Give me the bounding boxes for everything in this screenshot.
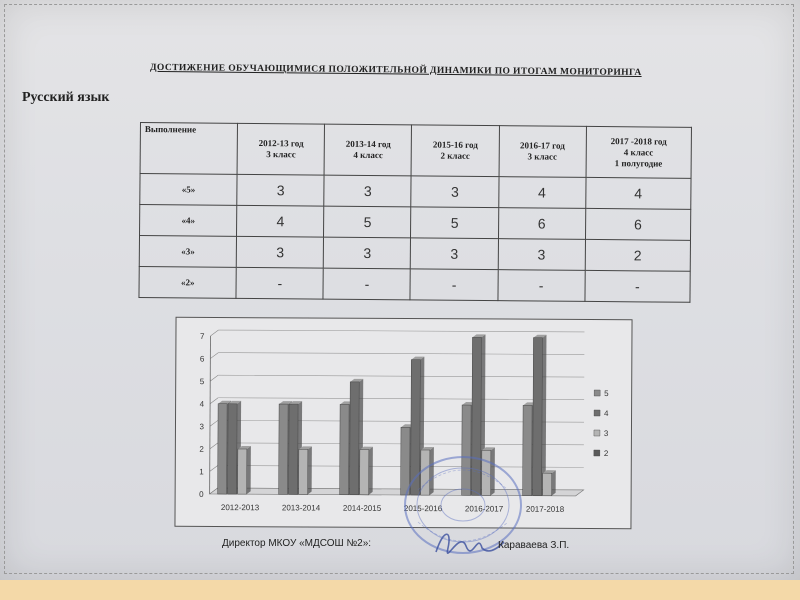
bar xyxy=(472,337,482,495)
legend-label: 3 xyxy=(603,429,609,439)
table-cell: 4 xyxy=(498,177,585,209)
x-tick-label: 2014-2015 xyxy=(342,503,382,513)
gridline xyxy=(210,353,218,359)
x-tick-label: 2016-2017 xyxy=(464,504,504,514)
bar xyxy=(350,382,360,495)
y-tick-label: 0 xyxy=(199,489,204,499)
gridline xyxy=(210,330,218,336)
y-tick-label: 6 xyxy=(199,354,205,364)
table-header-cell: Выполнение xyxy=(140,123,238,175)
gridline xyxy=(218,353,584,355)
table-header-cell: 2013-14 год 4 класс xyxy=(324,124,412,176)
bar xyxy=(299,449,308,494)
legend-swatch xyxy=(594,390,600,396)
gridline xyxy=(218,398,584,400)
bar xyxy=(238,449,247,494)
document-heading: ДОСТИЖЕНИЕ ОБУЧАЮЩИМИСЯ ПОЛОЖИТЕЛЬНОЙ ДИНАМИКИ ПО ИТОГАМ МОНИТОРИНГА xyxy=(149,62,642,79)
bar xyxy=(289,404,298,494)
bar-side xyxy=(552,470,556,496)
table-cell: 3 xyxy=(237,236,324,268)
table-cell: 3 xyxy=(324,237,411,269)
gridline xyxy=(218,330,584,332)
table-row xyxy=(139,236,690,272)
bar xyxy=(279,404,288,494)
y-tick-label: 2 xyxy=(199,444,204,454)
table-cell: - xyxy=(236,267,323,299)
signature-label: Директор МКОУ «МДСОШ №2»: xyxy=(222,538,372,549)
gridline xyxy=(210,420,218,426)
table-cell: - xyxy=(498,270,585,302)
bar xyxy=(462,405,471,495)
bar xyxy=(228,404,237,494)
x-tick-label: 2017-2018 xyxy=(525,504,565,514)
table-row xyxy=(140,205,691,241)
table-cell: - xyxy=(410,269,497,301)
table-cell: 3 xyxy=(324,175,411,207)
bar xyxy=(543,473,552,496)
table-cell: 2 xyxy=(585,239,691,271)
y-tick-label: 1 xyxy=(199,467,204,477)
table-cell: 3 xyxy=(411,176,498,208)
table-cell: 6 xyxy=(585,208,691,240)
bar-side xyxy=(369,447,373,495)
bar-chart xyxy=(175,318,631,528)
table-cell: 6 xyxy=(498,208,585,240)
bar-side xyxy=(247,446,251,494)
legend-swatch xyxy=(594,410,600,416)
legend-label: 2 xyxy=(603,449,609,459)
table-row xyxy=(140,174,691,210)
table-cell: 3 xyxy=(498,239,585,271)
x-tick-label: 2012-2013 xyxy=(220,503,260,513)
table-row xyxy=(139,266,690,302)
bar-side xyxy=(491,447,495,495)
row-label: «4» xyxy=(140,205,238,237)
signature-name: Караваева З.П. xyxy=(498,540,570,551)
table-cell: - xyxy=(323,268,410,300)
bar-side xyxy=(308,446,312,494)
x-tick-label: 2015-2016 xyxy=(403,504,443,514)
y-tick-label: 5 xyxy=(199,377,205,387)
results-table xyxy=(138,122,692,303)
subject-title: Русский язык xyxy=(22,90,110,105)
bar xyxy=(482,450,491,495)
gridline xyxy=(210,398,218,404)
y-axis xyxy=(210,336,211,494)
legend-label: 5 xyxy=(604,389,609,399)
bar xyxy=(523,405,532,495)
y-tick-label: 4 xyxy=(199,399,205,409)
table-cell: 3 xyxy=(411,238,498,270)
table-cell: 3 xyxy=(237,174,324,206)
bar xyxy=(360,450,369,495)
gridline xyxy=(210,443,218,449)
y-tick-label: 3 xyxy=(199,422,205,432)
bar xyxy=(340,404,349,494)
gridline xyxy=(218,375,584,377)
x-tick-label: 2013-2014 xyxy=(281,503,321,513)
legend-label: 4 xyxy=(604,409,609,419)
table-cell: 5 xyxy=(411,207,498,239)
table-cell: 5 xyxy=(324,206,411,238)
table-header-cell: 2016-17 год 3 класс xyxy=(499,126,587,178)
chart-frame xyxy=(174,317,632,529)
bar-side xyxy=(430,447,434,495)
table-cell: 4 xyxy=(585,177,691,209)
table-header-row xyxy=(140,123,691,179)
legend-swatch xyxy=(594,450,600,456)
row-label: «2» xyxy=(139,266,237,298)
table-cell: - xyxy=(585,270,691,302)
bar xyxy=(411,360,421,495)
bar xyxy=(401,427,410,495)
bar xyxy=(218,404,227,494)
bar xyxy=(421,450,430,495)
row-label: «3» xyxy=(139,236,237,268)
gridline xyxy=(210,465,218,471)
legend-swatch xyxy=(594,430,600,436)
table-header-cell: 2015-16 год 2 класс xyxy=(412,125,500,177)
gridline xyxy=(210,375,218,381)
bar xyxy=(533,338,543,496)
row-label: «5» xyxy=(140,174,238,206)
table-header-cell: 2012-13 год 3 класс xyxy=(237,123,325,175)
table-header-cell: 2017 -2018 год 4 класс 1 полугодие xyxy=(586,126,692,178)
y-tick-label: 7 xyxy=(199,331,205,341)
table-cell: 4 xyxy=(237,205,324,237)
